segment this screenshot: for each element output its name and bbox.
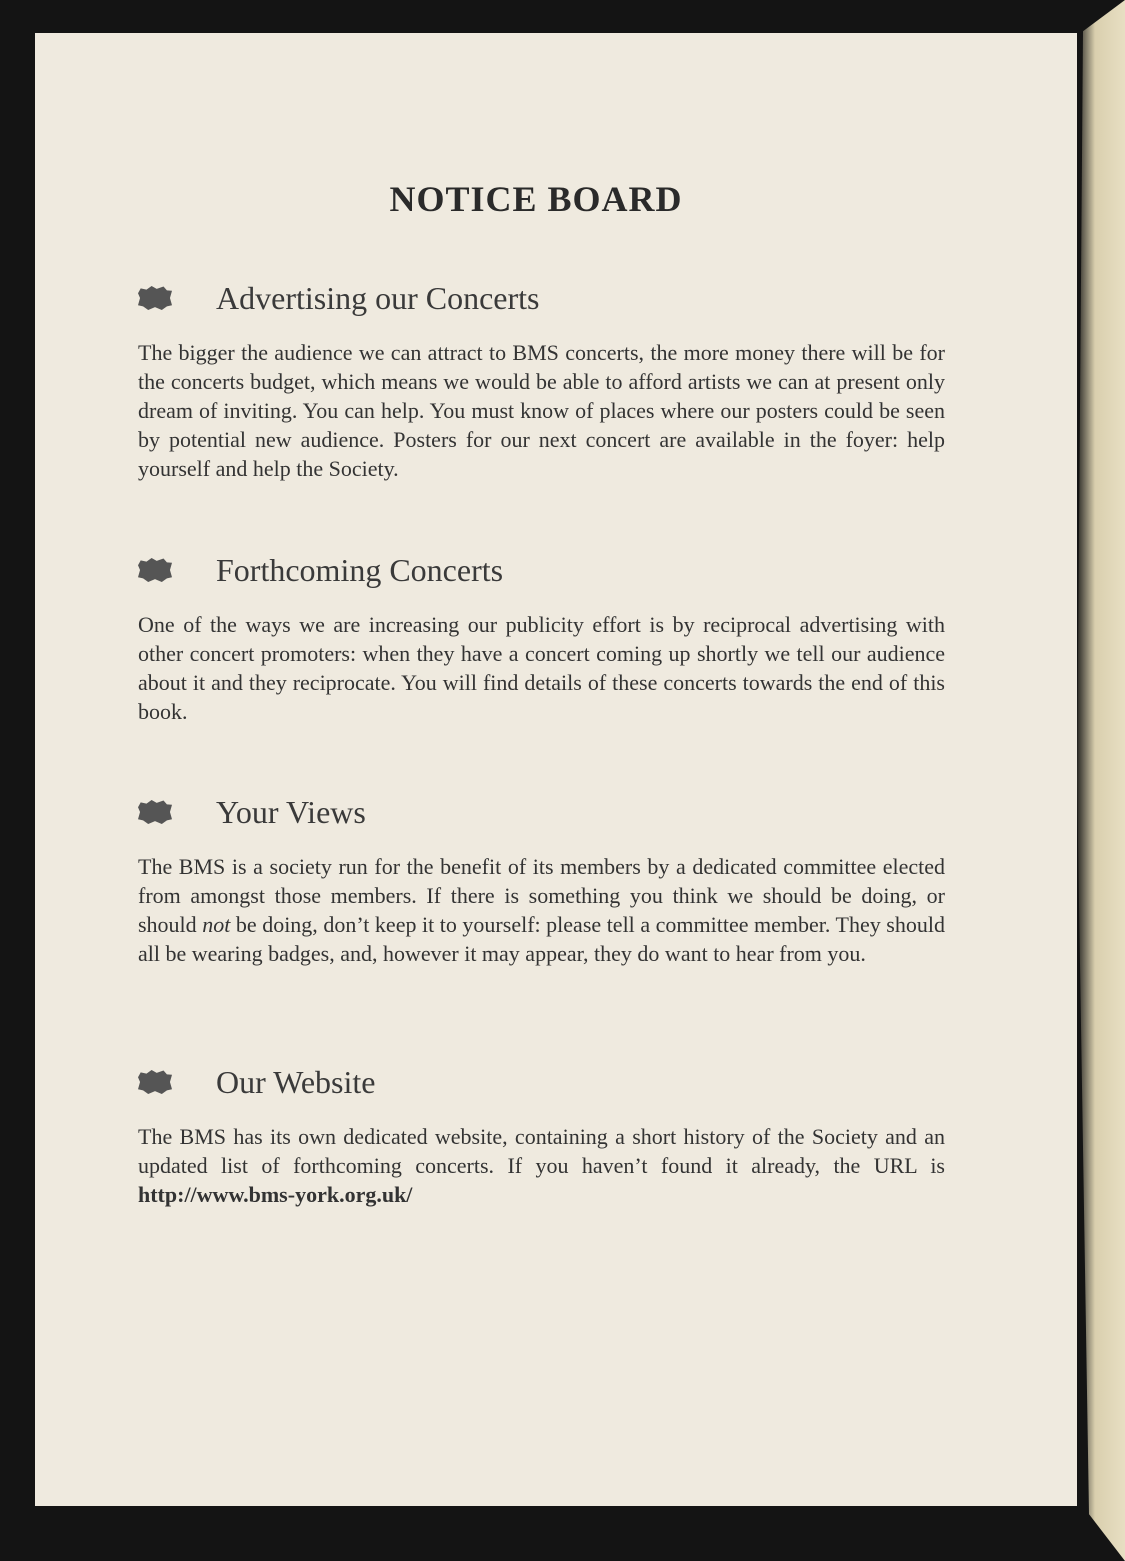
section-website	[138, 1060, 945, 1209]
text: be doing, don’t keep it to yourself: please tell a committee member. They should all be wearing badges, and, however it may appear, they do want to hear from you.	[138, 912, 945, 966]
text: The BMS has its own dedicated website, containing a short history of the Society and an updated list of forthcoming concerts. If you haven’t found it already, the URL is	[138, 1124, 945, 1178]
emphasis: not	[202, 912, 231, 937]
text: The BMS is a society run for the benefit of its members by a dedicated committee elected from amongst those members. If there is something you think we should be doing, or should	[138, 854, 945, 937]
starburst-bullet-icon	[138, 1070, 172, 1094]
section-body: The bigger the audience we can attract to BMS concerts, the more money there will be for the concerts budget, which means we would be able to afford artists we can at present only dream of inviting. You can help. You must know of places where our posters could be seen by potential new audience. Posters for our next concert are available in the foyer: help yourself and help the Society.	[138, 340, 945, 481]
section-heading: Our Website	[216, 1063, 376, 1100]
website-url: http://www.bms-york.org.uk/	[138, 1182, 413, 1207]
section-body: One of the ways we are increasing our publicity effort is by reciprocal advertising with other concert promoters: when they have a concert coming up shortly we tell our audience about it and they reciprocate. You will find details of these concerts towards the end of this book.	[138, 612, 945, 724]
section-heading: Advertising our Concerts	[216, 279, 540, 316]
section-views	[138, 790, 945, 968]
page-title: NOTICE BOARD	[389, 179, 683, 219]
section-heading: Your Views	[216, 793, 366, 830]
starburst-bullet-icon	[138, 558, 172, 582]
section-body	[138, 852, 945, 968]
starburst-bullet-icon	[138, 800, 172, 824]
section-heading: Forthcoming Concerts	[216, 551, 504, 588]
section-advertising	[138, 276, 945, 483]
section-forthcoming	[138, 548, 945, 726]
page	[35, 33, 1077, 1506]
section-body	[138, 1122, 945, 1209]
starburst-bullet-icon	[138, 286, 172, 310]
